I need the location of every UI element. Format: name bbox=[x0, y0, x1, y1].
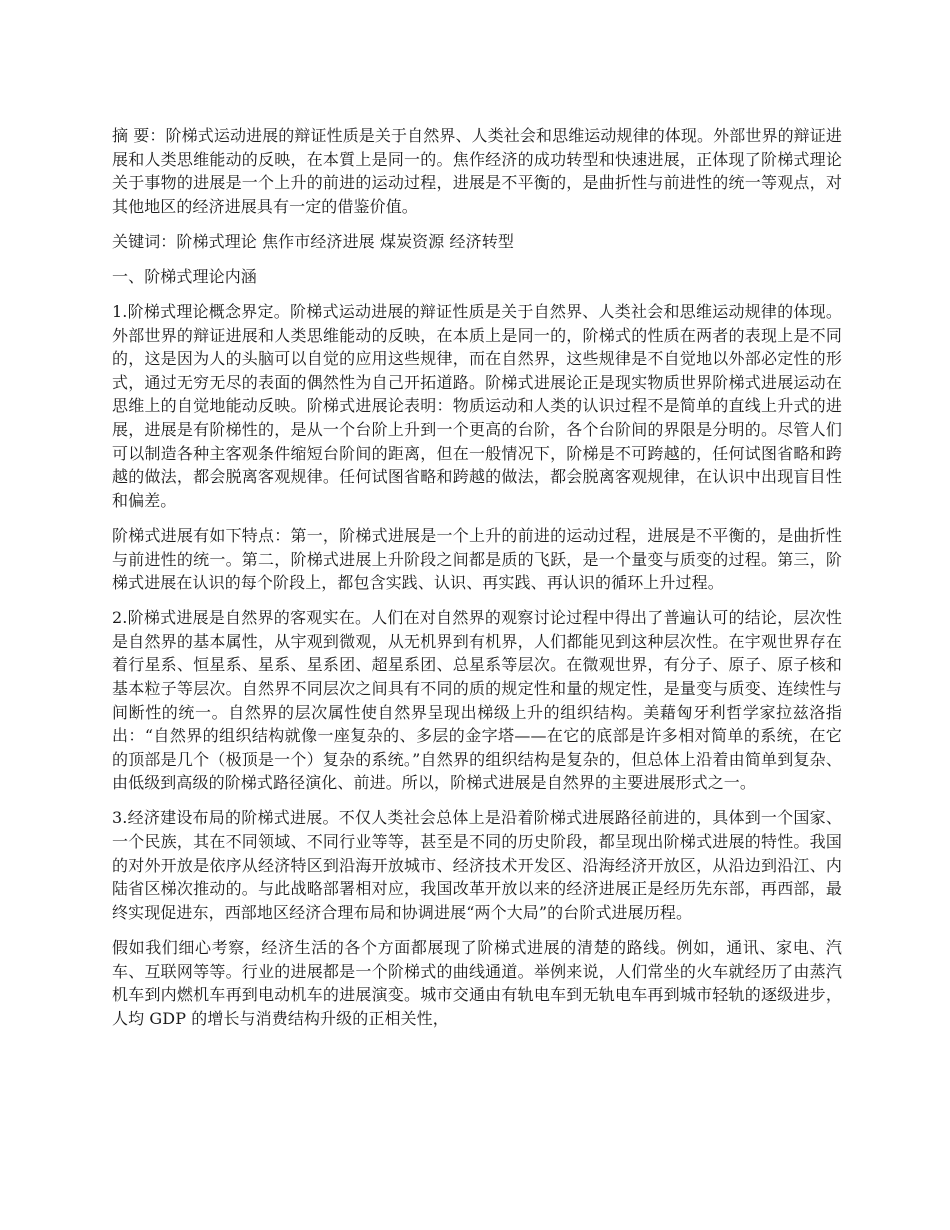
body-paragraph: 2.阶梯式进展是自然界的客观实在。人们在对自然界的观察讨论过程中得出了普遍认可的结论，层次性是自然界的基本属性，从宇观到微观，从无机界到有机界，人们都能见到这种层次性。在宇观世界存在着行星系、恒星系、星系、星系团、超星系团、总星系等层次。在微观世界，有分子、原子、原子核和基本粒子等层次。自然界不同层次之间具有不同的质的规定性和量的规定性，是量变与质变、连续性与间断性的统一。自然界的层次属性使自然界呈现出梯级上升的组织结构。美藉匈牙利哲学家拉兹洛指出：“自然界的组织结构就像一座复杂的、多层的金字塔——在它的底部是许多相对简单的系统，在它的顶部是几个（极顶是一个）复杂的系统。”自然界的组织结构是复杂的，但总体上沿着由简单到复杂、由低级到高级的阶梯式路径演化、前进。所以，阶梯式进展是自然界的主要进展形式之一。 bbox=[112, 608, 842, 793]
section-heading: 一、阶梯式理论内涵 bbox=[112, 266, 257, 286]
abstract-paragraph: 摘 要：阶梯式运动进展的辩证性质是关于自然界、人类社会和思维运动规律的体现。外部世界的辩证进展和人类思维能动的反映，在本質上是同一的。焦作经济的成功转型和快速进展，正体现了阶梯式理论关于事物的进展是一个上升的前进的运动过程，进展是不平衡的，是曲折性与前进性的统一等观点，对其他地区的经济进展具有一定的借鉴价值。 bbox=[112, 126, 842, 216]
body-paragraph: 1.阶梯式理论概念界定。阶梯式运动进展的辩证性质是关于自然界、人类社会和思维运动规律的体现。外部世界的辩证进展和人类思维能动的反映，在本质上是同一的，阶梯式的性质在两者的表现上是不同的，这是因为人的头脑可以自觉的应用这些规律，而在自然界，这些规律是不自觉地以外部必定性的形式，通过无穷无尽的表面的偶然性为自己开拓道路。阶梯式进展论正是现实物质世界阶梯式进展运动在思维上的自觉地能动反映。阶梯式进展论表明：物质运动和人类的认识过程不是简单的直线上升式的进展，进展是有阶梯性的，是从一个台阶上升到一个更高的台阶，各个台阶间的界限是分明的。尽管人们可以制造各种主客观条件缩短台阶间的距离，但在一般情况下，阶梯是不可跨越的，任何试图省略和跨越的做法，都会脱离客观规律。任何试图省略和跨越的做法，都会脱离客观规律，在认识中出现盲目性和偏差。 bbox=[112, 302, 842, 510]
keywords-line: 关键词：阶梯式理论 焦作市经济进展 煤炭资源 经济转型 bbox=[112, 231, 514, 251]
body-paragraph: 阶梯式进展有如下特点：第一，阶梯式进展是一个上升的前进的运动过程，进展是不平衡的，是曲折性与前进性的统一。第二，阶梯式进展上升阶段之间都是质的飞跃，是一个量变与质变的过程。第三，阶梯式进展在认识的每个阶段上，都包含实践、认识、再实践、再认识的循环上升过程。 bbox=[112, 525, 842, 593]
document-body bbox=[112, 124, 842, 1042]
body-paragraph: 假如我们细心考察，经济生活的各个方面都展现了阶梯式进展的清楚的路线。例如，通讯、家电、汽车、互联网等等。行业的进展都是一个阶梯式的曲线通道。举例来说，人们常坐的火车就经历了由蒸汽机车到内燃机车再到电动机车的进展演变。城市交通由有轨电车到无轨电车再到城市轻轨的逐级进步，人均 GDP 的增长与消费结构升级的正相关性， bbox=[112, 937, 842, 1028]
body-paragraph: 3.经济建设布局的阶梯式进展。不仅人类社会总体上是沿着阶梯式进展路径前进的，具体到一个国家、一个民族，其在不同领域、不同行业等等，甚至是不同的历史阶段，都呈现出阶梯式进展的特性。我国的对外开放是依序从经济特区到沿海开放城市、经济技术开发区、沿海经济开放区，从沿边到沿江、内陆省区梯次推动的。与此战略部署相对应，我国改革开放以来的经济进展正是经历先东部，再西部，最终实现促进东，西部地区经济合理布局和协调进展“两个大局”的台阶式进展历程。 bbox=[112, 808, 842, 922]
